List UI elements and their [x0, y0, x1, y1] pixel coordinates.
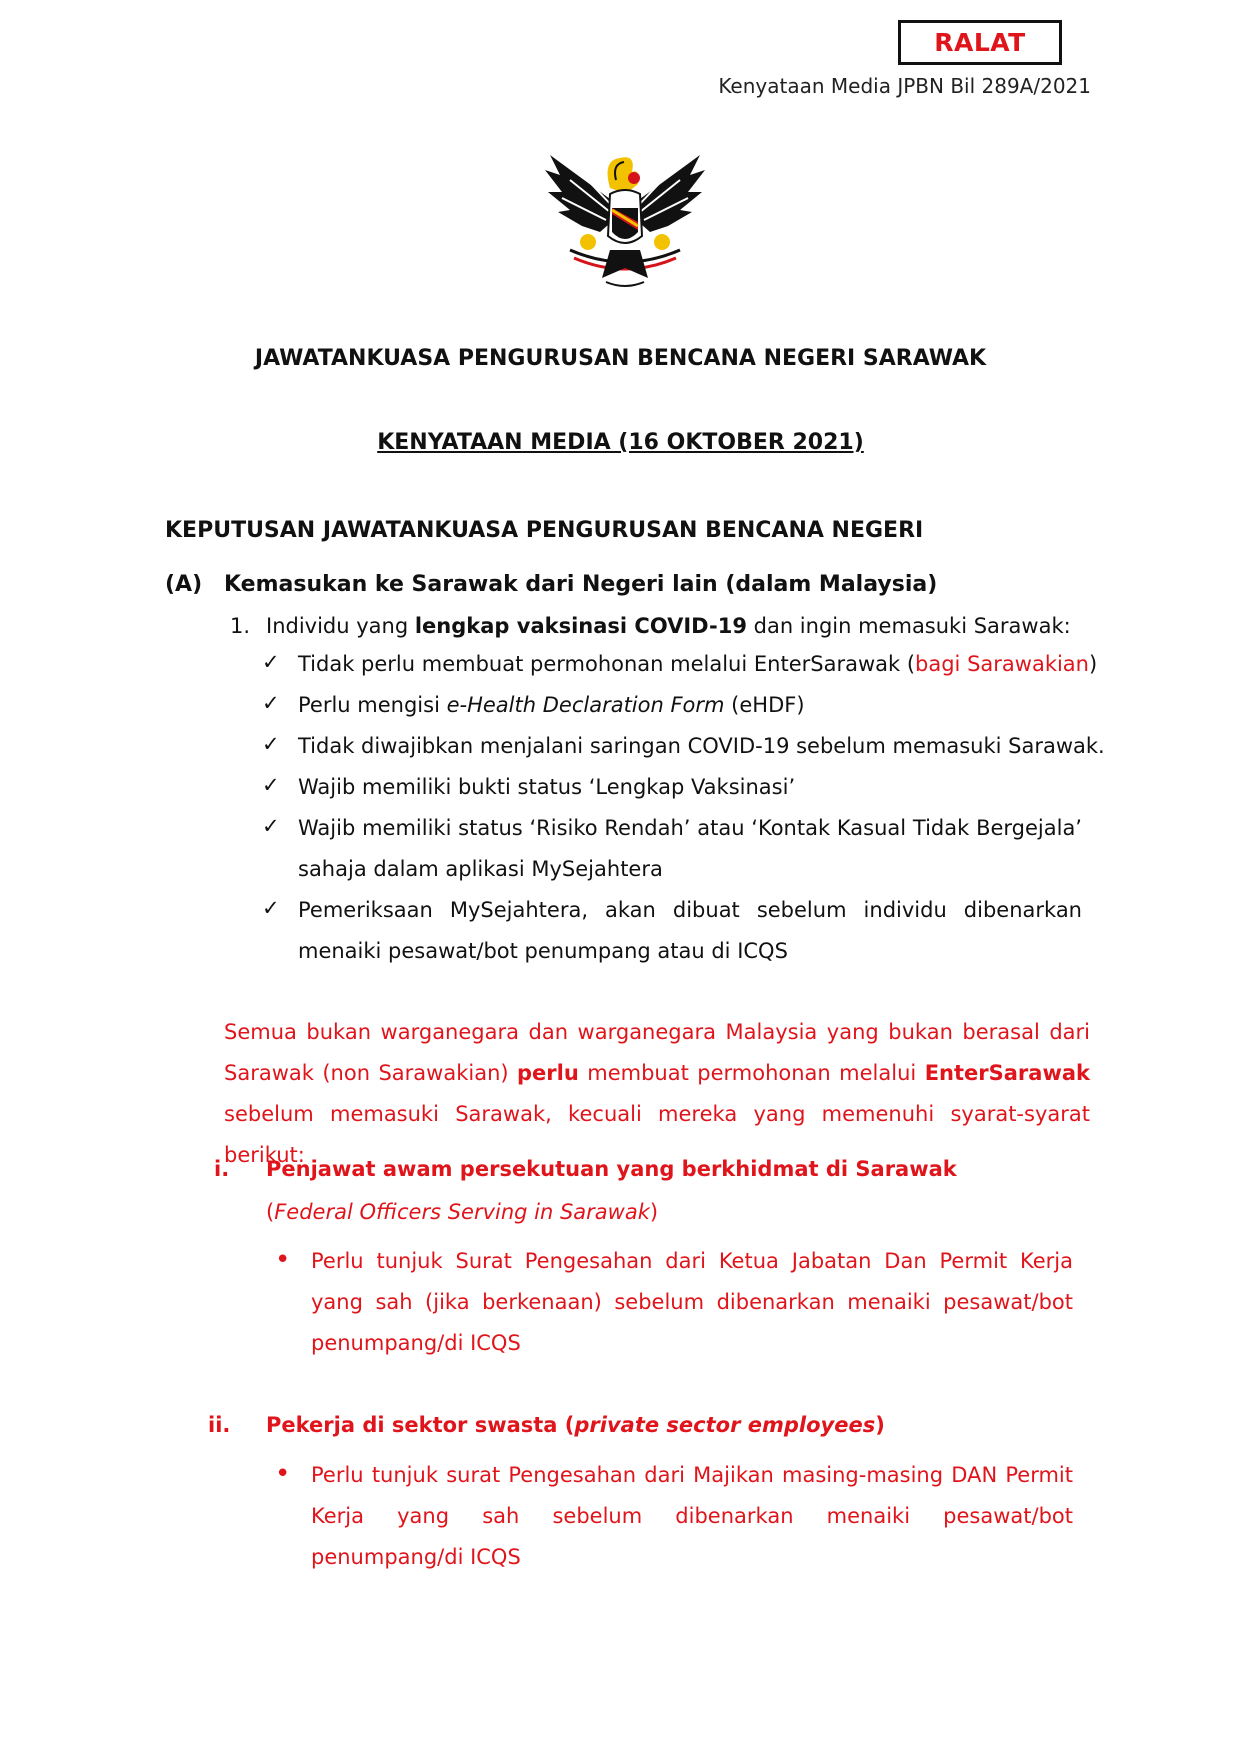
check-icon: ✓	[262, 896, 280, 920]
check-icon: ✓	[262, 732, 280, 756]
check-item-4: Wajib memiliki bukti status ‘Lengkap Vaksinasi’	[298, 775, 796, 799]
section-a-label: (A)	[165, 572, 203, 597]
check-icon: ✓	[262, 814, 280, 838]
sub-ii-requirement: Perlu tunjuk surat Pengesahan dari Majikan masing-masing DAN Permit Kerja yang sah sebelum dibenarkan menaiki pesawat/bot penumpang/di ICQS	[311, 1463, 1073, 1569]
committee-title: JAWATANKUASA PENGURUSAN BENCANA NEGERI SARAWAK	[254, 346, 987, 371]
check-item-6: Pemeriksaan MySejahtera, akan dibuat sebelum individu dibenarkan menaiki pesawat/bot penumpang atau di ICQS	[298, 898, 1082, 963]
sub-i-requirement: Perlu tunjuk Surat Pengesahan dari Ketua Jabatan Dan Permit Kerja yang sah (jika berkenaan) sebelum dibenarkan menaiki pesawat/bot penumpang/di ICQS	[311, 1249, 1073, 1355]
section-a-title: Kemasukan ke Sarawak dari Negeri lain (dalam Malaysia)	[224, 572, 938, 597]
ralat-label: RALAT	[934, 28, 1026, 57]
check-icon: ✓	[262, 773, 280, 797]
non-sarawakian-paragraph: Semua bukan warganegara dan warganegara Malaysia yang bukan berasal dari Sarawak (non Sarawakian) perlu membuat permohonan melalui EnterSarawak sebelum memasuki Sarawak, kecuali mereka yang memenuhi syarat-syarat berikut:	[224, 1020, 1090, 1167]
sub-i-number: i.	[214, 1157, 230, 1181]
ralat-stamp	[898, 20, 1062, 65]
statement-title: KENYATAAN MEDIA (16 OKTOBER 2021)	[377, 430, 864, 455]
bullet-icon: •	[275, 1245, 291, 1275]
check-icon: ✓	[262, 691, 280, 715]
check-item-1: Tidak perlu membuat permohonan melalui EnterSarawak (bagi Sarawakian)	[298, 652, 1098, 676]
reference-number: Kenyataan Media JPBN Bil 289A/2021	[718, 74, 1091, 98]
check-item-2: Perlu mengisi e-Health Declaration Form (eHDF)	[298, 693, 805, 717]
sub-ii-number: ii.	[208, 1413, 231, 1437]
sub-i-note: (Federal Officers Serving in Sarawak)	[266, 1200, 659, 1224]
check-item-5: Wajib memiliki status ‘Risiko Rendah’ atau ‘Kontak Kasual Tidak Bergejala’ sahaja dalam aplikasi MySejahtera	[298, 816, 1082, 881]
decision-heading: KEPUTUSAN JAWATANKUASA PENGURUSAN BENCANA NEGERI	[165, 518, 924, 543]
check-icon: ✓	[262, 650, 280, 674]
sub-i-title: Penjawat awam persekutuan yang berkhidmat di Sarawak	[266, 1157, 957, 1181]
sarawak-coat-of-arms-icon	[540, 150, 710, 292]
bullet-icon: •	[275, 1459, 291, 1489]
check-item-3: Tidak diwajibkan menjalani saringan COVID-19 sebelum memasuki Sarawak.	[298, 734, 1105, 758]
item-1-text: Individu yang lengkap vaksinasi COVID-19 dan ingin memasuki Sarawak:	[266, 614, 1071, 638]
sub-ii-title: Pekerja di sektor swasta (private sector employees)	[266, 1413, 885, 1437]
item-1-number: 1.	[230, 614, 251, 638]
